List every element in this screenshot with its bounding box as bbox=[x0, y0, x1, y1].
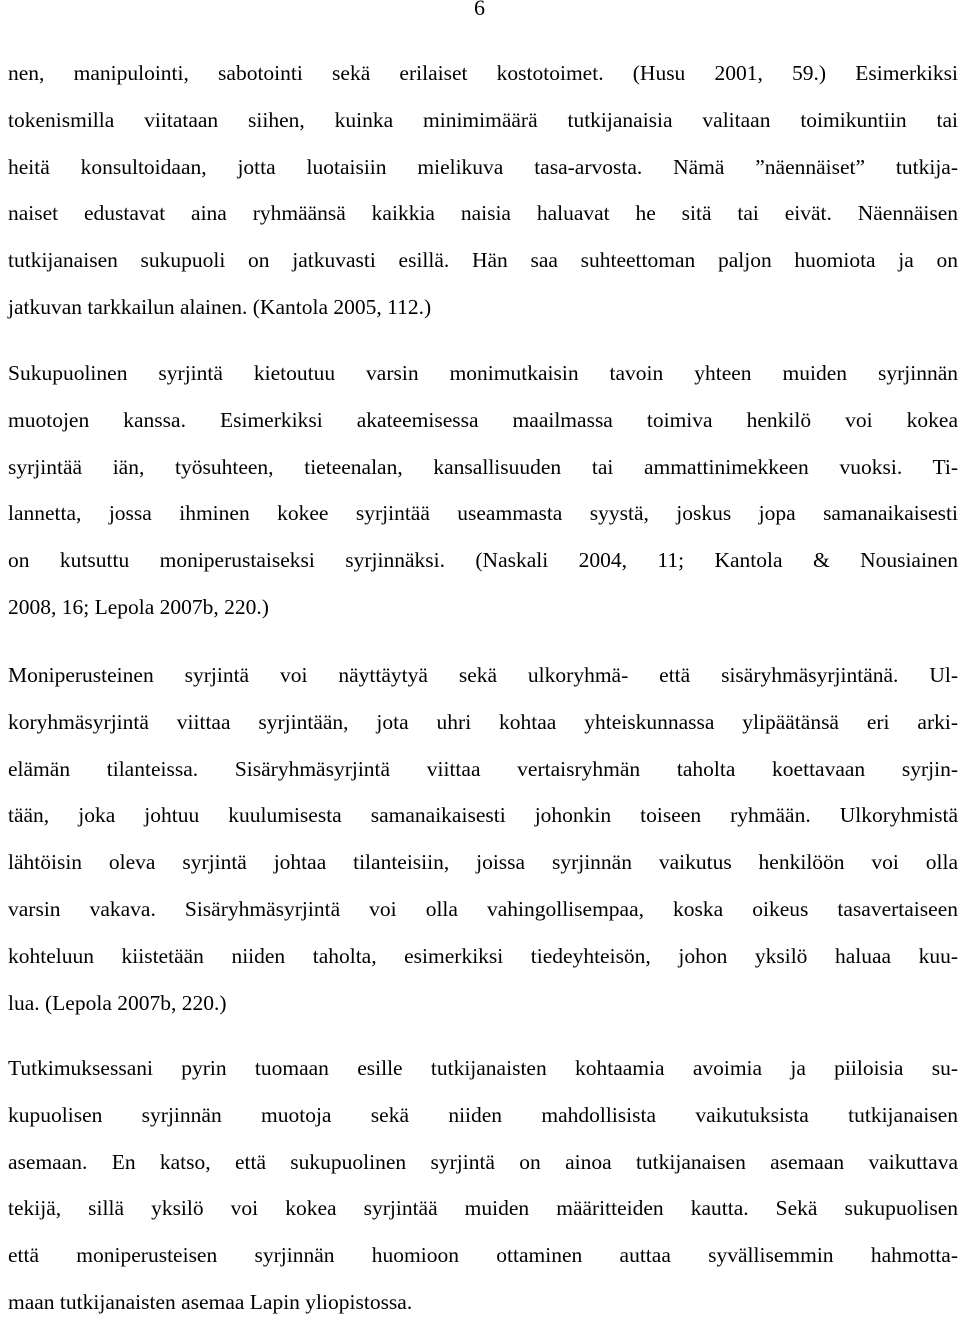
paragraph-2 bbox=[8, 350, 958, 631]
text-line: Tutkimuksessani pyrin tuomaan esille tutkijanaisten kohtaamia avoimia ja piiloisia su- bbox=[8, 1056, 958, 1080]
text-line: varsin vakava. Sisäryhmäsyrjintä voi olla vahingollisempaa, koska oikeus tasavertaiseen bbox=[8, 896, 958, 921]
text-line: tutkijanaisen sukupuoli on jatkuvasti esillä. Hän saa suhteettoman paljon huomiota ja on bbox=[8, 248, 958, 273]
text-line: muotojen kanssa. Esimerkiksi akateemisessa maailmassa toimiva henkilö voi kokea bbox=[8, 407, 958, 432]
text-line: tään, joka johtuu kuulumisesta samanaikaisesti johonkin toiseen ryhmään. Ulkoryhmistä bbox=[8, 803, 958, 828]
text-line: naiset edustavat aina ryhmäänsä kaikkia naisia haluavat he sitä tai eivät. Näennäisen bbox=[8, 201, 958, 226]
text-line: kupuolisen syrjinnän muotoja sekä niiden mahdollisista vaikutuksista tutkijanaisen bbox=[8, 1102, 958, 1127]
text-line: lähtöisin oleva syrjintä johtaa tilanteisiin, joissa syrjinnän vaikutus henkilöön voi olla bbox=[8, 850, 958, 875]
text-line: heitä konsultoidaan, jotta luotaisiin mielikuva tasa-arvosta. Nämä ”näennäiset” tutkija- bbox=[8, 154, 958, 179]
text-line: maan tutkijanaisten asemaa Lapin yliopistossa. bbox=[8, 1289, 413, 1314]
text-line: asemaan. En katso, että sukupuolinen syrjintä on ainoa tutkijanaisen asemaan vaikuttava bbox=[8, 1149, 958, 1174]
text-line: Moniperusteinen syrjintä voi näyttäytyä sekä ulkoryhmä- että sisäryhmäsyrjintänä. Ul- bbox=[8, 663, 958, 687]
text-line: lua. (Lepola 2007b, 220.) bbox=[8, 990, 227, 1015]
page-number: 6 bbox=[474, 0, 485, 20]
text-line: että moniperusteisen syrjinnän huomioon ottaminen auttaa syvällisemmin hahmotta- bbox=[8, 1243, 958, 1268]
text-line: syrjintää iän, työsuhteen, tieteenalan, kansallisuuden tai ammattinimekkeen vuoksi. Ti- bbox=[8, 454, 958, 479]
text-line: tekijä, sillä yksilö voi kokea syrjintää muiden määritteiden kautta. Sekä sukupuolisen bbox=[8, 1196, 958, 1221]
text-line: nen, manipulointi, sabotointi sekä erilaiset kostotoimet. (Husu 2001, 59.) Esimerkiksi bbox=[8, 61, 958, 85]
text-line: elämän tilanteissa. Sisäryhmäsyrjintä viittaa vertaisryhmän taholta koettavaan syrjin- bbox=[8, 756, 958, 781]
paragraph-3 bbox=[8, 652, 958, 1026]
text-line: Sukupuolinen syrjintä kietoutuu varsin monimutkaisin tavoin yhteen muiden syrjinnän bbox=[8, 361, 958, 385]
paragraph-4 bbox=[8, 1045, 958, 1326]
text-line: koryhmäsyrjintä viittaa syrjintään, jota uhri kohtaa yhteiskunnassa ylipäätänsä eri arki- bbox=[8, 709, 958, 734]
text-line: tokenismilla viitataan siihen, kuinka minimimäärä tutkijanaisia valitaan toimikuntiin tai bbox=[8, 107, 958, 132]
text-line: jatkuvan tarkkailun alainen. (Kantola 2005, 112.) bbox=[8, 294, 432, 319]
text-line: kohteluun kiistetään niiden taholta, esimerkiksi tiedeyhteisön, johon yksilö haluaa kuu- bbox=[8, 943, 958, 968]
text-line: on kutsuttu moniperustaiseksi syrjinnäksi. (Naskali 2004, 11; Kantola & Nousiainen bbox=[8, 548, 958, 573]
text-line: lannetta, jossa ihminen kokee syrjintää useammasta syystä, joskus jopa samanaikaisesti bbox=[8, 501, 958, 526]
text-line: 2008, 16; Lepola 2007b, 220.) bbox=[8, 594, 269, 619]
paragraph-1 bbox=[8, 50, 958, 331]
